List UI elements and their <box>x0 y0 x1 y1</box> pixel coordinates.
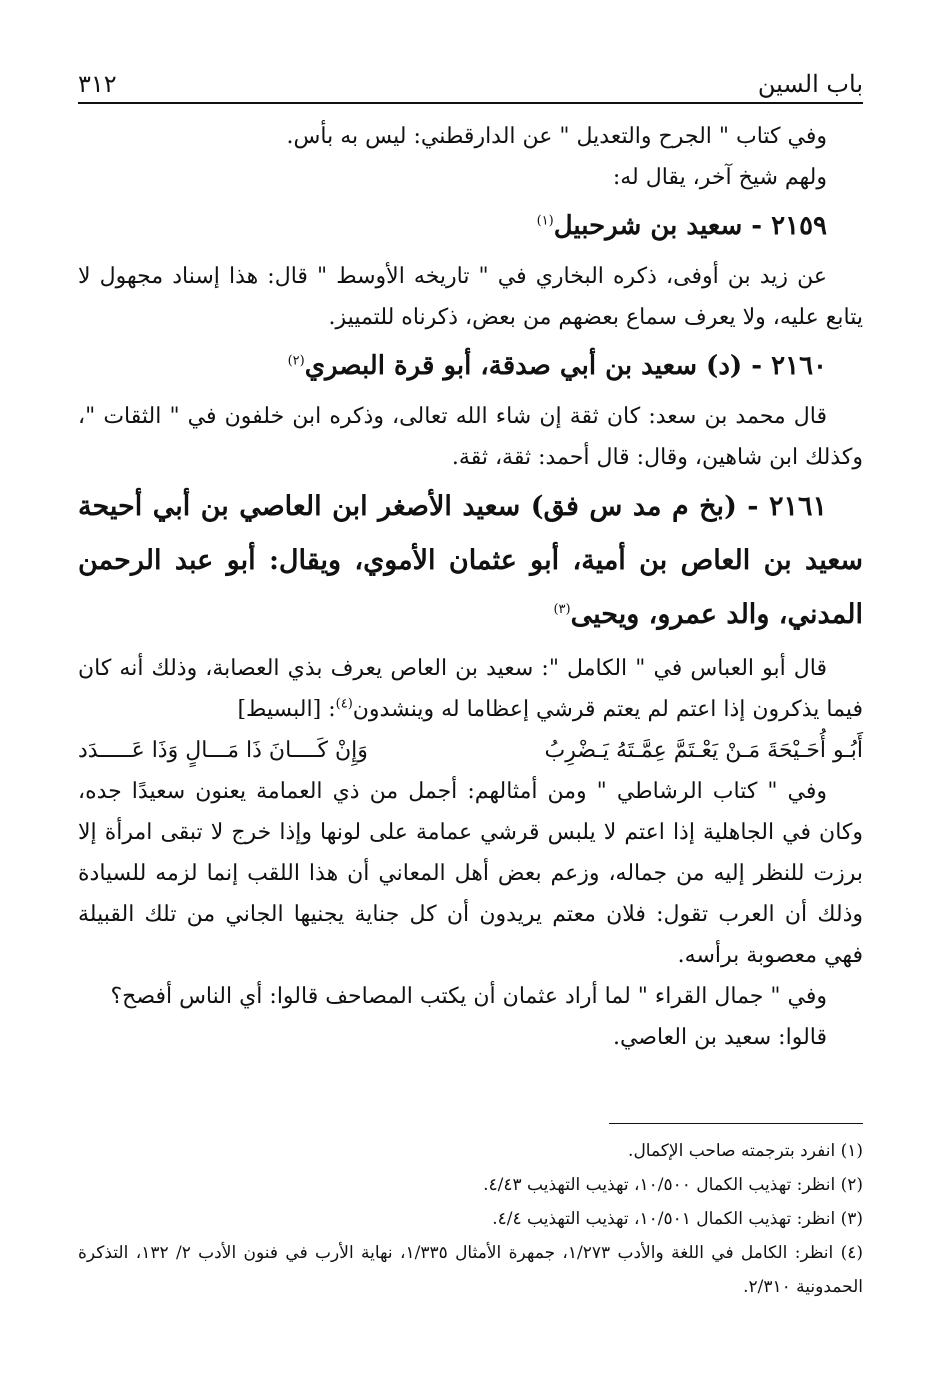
paragraph-text: قال أبو العباس في " الكامل ": سعيد بن العاص يعرف بذي العصابة، وذلك أنه كان فيما يذكرون إذا اعتم لم يعتم قرشي إعظاما له وينشدون <box>78 656 863 722</box>
footnote: (٤) انظر: الكامل في اللغة والأدب ١/٢٧٣، جمهرة الأمثال ١/٣٣٥، نهاية الأرب في فنون الأدب ٢/ ١٣٢، التذكرة الحمدونية ٢/٣١٠. <box>78 1243 864 1297</box>
entry-heading-2160 <box>78 342 863 390</box>
footnotes <box>78 1134 863 1304</box>
paragraph: قال محمد بن سعد: كان ثقة إن شاء الله تعالى، وذكره ابن خلفون في " الثقات "، وكذلك ابن شاهين، وقال: قال أحمد: ثقة، ثقة. <box>78 404 863 470</box>
poetry-verse <box>78 730 863 771</box>
entry-heading-text: ٢١٥٩ - سعيد بن شرحبيل <box>553 211 827 241</box>
paragraph: وفي " جمال القراء " لما أراد عثمان أن يكتب المصاحف قالوا: أي الناس أفصح؟ <box>110 984 827 1009</box>
paragraph: وفي كتاب " الجرح والتعديل " عن الدارقطني: ليس به بأس. <box>286 124 827 149</box>
paragraph: قالوا: سعيد بن العاصي. <box>612 1025 827 1050</box>
footnote: (٢) انظر: تهذيب الكمال ١٠/٥٠٠، تهذيب التهذيب ٤/٤٣. <box>483 1175 863 1195</box>
footnote: (٣) انظر: تهذيب الكمال ١٠/٥٠١، تهذيب التهذيب ٤/٤. <box>492 1209 863 1229</box>
paragraph <box>78 648 863 730</box>
footnote-ref: (٢) <box>287 353 305 369</box>
chapter-title: باب السين <box>757 70 863 98</box>
meter-label: : [البسيط] <box>237 697 336 722</box>
header-divider <box>78 102 863 104</box>
verse-first-hemistich: أَبُـو أُحَـيْحَةَ مَـنْ يَعْـتَمَّ عِمَّـتَهُ يَـضْرِبُ <box>544 738 863 763</box>
entry-heading-text: ٢١٦١ - (بخ م مد س فق) سعيد الأصغر ابن العاصي بن أبي أحيحة سعيد بن العاص بن أمية، أبو عثمان الأموي، ويقال: أبو عبد الرحمن المدني، والد عمرو، ويحيى <box>78 491 863 630</box>
entry-heading-2161 <box>78 480 863 642</box>
paragraph: عن زيد بن أوفى، ذكره البخاري في " تاريخه الأوسط " قال: هذا إسناد مجهول لا يتابع عليه، ولا يعرف سماع بعضهم من بعض، ذكرناه للتمييز. <box>78 264 863 330</box>
running-header <box>78 56 863 98</box>
footnote-ref: (٣) <box>553 602 571 617</box>
footnote: (١) انفرد بترجمته صاحب الإكمال. <box>628 1141 863 1161</box>
entry-heading-text: ٢١٦٠ - (د) سعيد بن أبي صدقة، أبو قرة البصري <box>304 351 827 381</box>
entry-heading-2159 <box>78 202 863 250</box>
paragraph: ولهم شيخ آخر، يقال له: <box>612 165 827 190</box>
footnote-divider <box>609 1123 863 1124</box>
page-number: ٣١٢ <box>78 70 117 98</box>
footnote-ref: (٤) <box>335 696 353 712</box>
paragraph: وفي " كتاب الرشاطي " ومن أمثالهم: أجمل من ذي العمامة يعنون سعيدًا جده، وكان في الجاهلية إذا اعتم لا يلبس قرشي عمامة على لونها وإذا خرج لا تبقى امرأة إلا برزت للنظر إليه من جماله، وزعم بعض أهل المعاني أن هذا اللقب إنما لزمه للسيادة وذلك أن العرب تقول: فلان معتم يريدون أن كل جناية يجنيها الجاني من تلك القبيلة فهي معصوبة برأسه. <box>78 779 863 968</box>
verse-second-hemistich: وَإِنْ كَــــانَ ذَا مَـــالٍ وَذَا عَـــــدَد <box>78 738 368 763</box>
main-text <box>78 116 863 1058</box>
footnote-ref: (١) <box>536 213 554 229</box>
